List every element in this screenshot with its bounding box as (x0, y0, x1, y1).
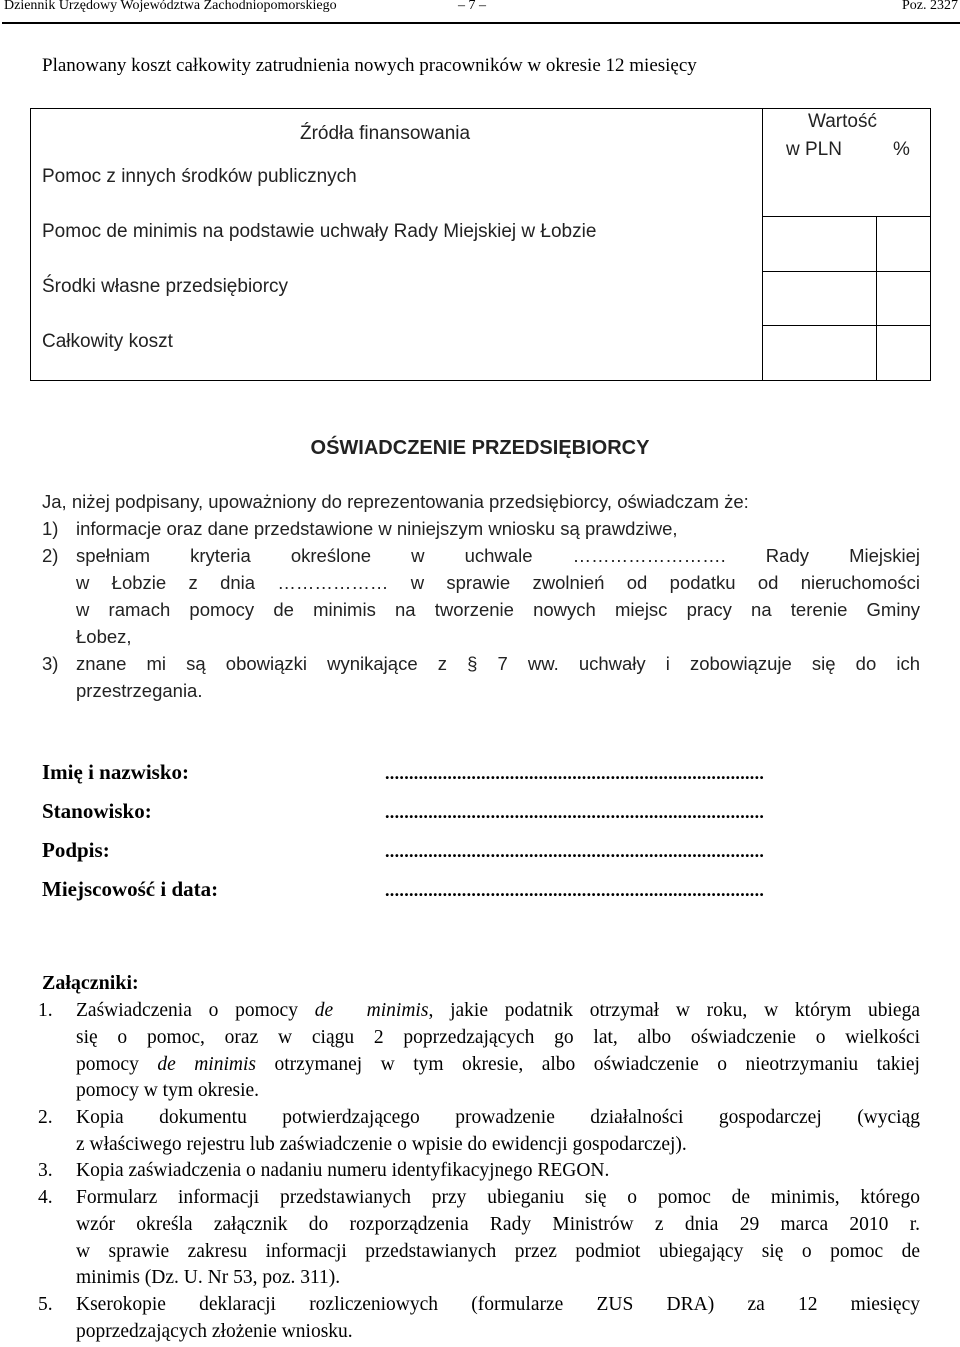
value-header: Wartość (808, 111, 877, 132)
name-field[interactable]: ............................................................................... (385, 763, 765, 783)
attachment-2-line-1: Kopia dokumentu potwierdzającego prowadzenie działalności gospodarczej (wyciąg (76, 1107, 920, 1128)
attachment-1-line-3: pomocy de minimis otrzymanej w tym okresie, albo oświadczenie o nieotrzymaniu takiej (76, 1053, 920, 1075)
declaration-intro: Ja, niżej podpisany, upoważniony do reprezentowania przedsiębiorcy, oświadczam że: (42, 491, 749, 512)
row-label-de-minimis: Pomoc de minimis na podstawie uchwały Rady Miejskiej w Łobzie (42, 221, 597, 242)
pln-header: w PLN (786, 139, 842, 160)
declaration-item-3-number: 3) (42, 653, 59, 674)
attachment-5-number: 5. (38, 1294, 53, 1315)
row-label-own-funds: Środki własne przedsiębiorcy (42, 276, 289, 297)
position-number: Poz. 2327 (902, 0, 958, 13)
position-label: Stanowisko: (42, 799, 152, 823)
declaration-item-1-text: informacje oraz dane przedstawione w niniejszym wniosku są prawdziwe, (76, 518, 678, 539)
attachment-5-line-1: Kserokopie deklaracji rozliczeniowych (formularze ZUS DRA) za 12 miesięcy (76, 1294, 920, 1315)
declaration-heading: OŚWIADCZENIE PRZEDSIĘBIORCY (310, 437, 650, 459)
attachment-3-number: 3. (38, 1160, 53, 1181)
attachment-4-line-2: wzór określa załącznik do rozporządzenia Rady Ministrów z dnia 29 marca 2010 r. (76, 1213, 920, 1235)
row-label-total-cost: Całkowity koszt (42, 331, 173, 352)
sources-header: Źródła finansowania (300, 123, 471, 144)
percent-header: % (893, 139, 910, 160)
attachment-4-line-4: minimis (Dz. U. Nr 53, poz. 311). (76, 1267, 341, 1289)
attachment-2-line-2: z właściwego rejestru lub zaświadczenie o wpisie do ewidencji gospodarczej). (76, 1133, 687, 1155)
declaration-item-2-line-4: Łobez, (76, 626, 132, 647)
attachment-1-line-4: pomocy w tym okresie. (76, 1080, 260, 1102)
signature-field[interactable]: ............................................................................... (385, 841, 765, 861)
attachment-item-4 (38, 1185, 920, 1292)
attachment-4-number: 4. (38, 1187, 53, 1208)
declaration-item-2-line-1: spełniam kryteria określone w uchwale ……………………. Rady Miejskiej (76, 545, 920, 566)
place-date-field[interactable]: ............................................................................... (385, 880, 765, 900)
attachment-item-2 (38, 1105, 920, 1159)
signature-label: Podpis: (42, 838, 110, 862)
page-header (0, 0, 960, 14)
position-field[interactable]: ............................................................................... (385, 802, 765, 822)
page-number: – 7 – (458, 0, 486, 13)
place-date-label: Miejscowość i data: (42, 877, 219, 901)
declaration-item-3-line-2: przestrzegania. (76, 680, 203, 701)
attachment-item-1 (38, 998, 920, 1105)
declaration-item-2-line-3: w ramach pomocy de minimis na tworzenie nowych miejsc pracy na terenie Gminy (76, 599, 920, 620)
attachment-1-line-1: Zaświadczenia o pomocy de minimis, jakie podatnik otrzymał w roku, w którym ubiega (76, 1000, 920, 1021)
journal-title: Dziennik Urzędowy Województwa Zachodniopomorskiego (4, 0, 337, 13)
attachment-4-line-1: Formularz informacji przedstawianych przy ubieganiu się o pomoc de minimis, którego (76, 1187, 920, 1208)
funding-table (30, 108, 930, 381)
declaration-item-2-number: 2) (42, 545, 59, 566)
attachment-3-line-1: Kopia zaświadczenia o nadaniu numeru identyfikacyjnego REGON. (76, 1160, 610, 1181)
page-title: Planowany koszt całkowity zatrudnienia nowych pracowników w okresie 12 miesięcy (42, 55, 697, 76)
attachment-5-line-2: poprzedzających złożenie wniosku. (76, 1320, 353, 1342)
header-divider (2, 22, 960, 24)
declaration-item-2-line-2: w Łobzie z dnia ……………… w sprawie zwolnień od podatku od nieruchomości (76, 572, 920, 593)
attachments-heading: Załączniki: (42, 972, 139, 994)
attachment-item-3 (38, 1158, 920, 1185)
declaration-item-3-line-1: znane mi są obowiązki wynikające z § 7 ww. uchwały i zobowiązuje się do ich (76, 653, 920, 674)
attachment-item-5 (38, 1292, 920, 1346)
attachment-2-number: 2. (38, 1107, 53, 1128)
attachment-1-line-2: się o pomoc, oraz w ciągu 2 poprzedzających go lat, albo oświadczenie o wielkości (76, 1026, 920, 1048)
row-label-public-aid: Pomoc z innych środków publicznych (42, 166, 357, 187)
name-label: Imię i nazwisko: (42, 760, 189, 784)
attachment-1-number: 1. (38, 1000, 53, 1021)
declaration-item-1-number: 1) (42, 518, 59, 539)
attachment-4-line-3: w sprawie zakresu informacji przedstawianych przez podmiot ubiegający się o pomoc de (76, 1240, 920, 1262)
